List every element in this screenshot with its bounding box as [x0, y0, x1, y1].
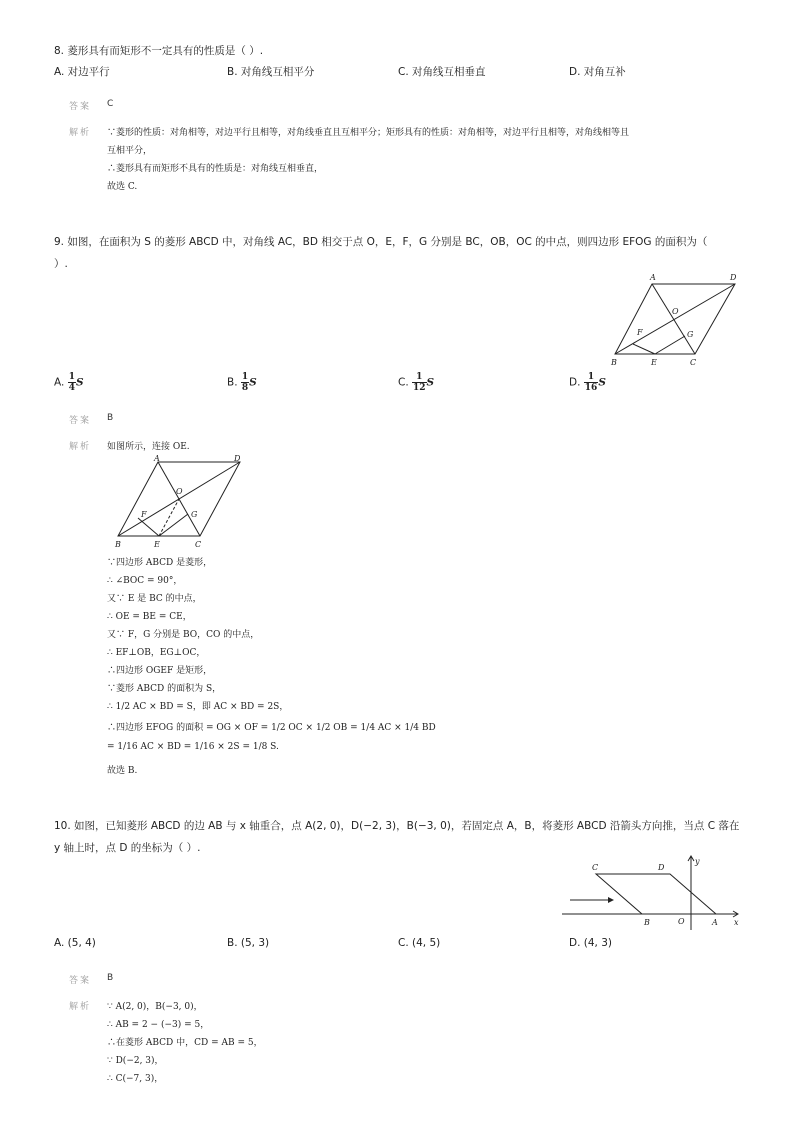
q8-option-d[interactable]: D. 对角互补	[569, 66, 626, 78]
q10-answer-tag: 答案	[69, 976, 92, 986]
q9-sol-label-c: C	[195, 540, 202, 549]
q9-sol-label-b: B	[115, 540, 121, 549]
q9-stem: 9. 如图，在面积为 S 的菱形 ABCD 中，对角线 AC，BD 相交于点 O，E，F，G 分别是 BC，OB，OC 的中点，则四边形 EFOG 的面积为（	[54, 236, 708, 248]
q8-answer-tag: 答案	[69, 102, 92, 112]
q9-solution-line: ∴四边形 EFOG 的面积 = OG × OF = 1/2 OC × 1/2 OB = 1/4 AC × 1/4 BD	[107, 723, 436, 733]
q10-option-c[interactable]: C. (4, 5)	[398, 937, 441, 949]
q9-solution-intro: 如图所示，连接 OE.	[107, 442, 190, 452]
q10-option-b[interactable]: B. (5, 3)	[227, 937, 270, 949]
q9-answer: B	[107, 413, 114, 423]
q9-solution-line: 故选 B.	[107, 766, 138, 776]
q10-option-a[interactable]: A. (5, 4)	[54, 937, 96, 949]
q9-answer-tag: 答案	[69, 416, 92, 426]
q9-solution-line: ∴ OE = BE = CE，	[107, 612, 192, 622]
q10-label-d: D	[658, 863, 665, 872]
q8-stem: 8. 菱形具有而矩形不一定具有的性质是（ ）.	[54, 45, 264, 57]
q10-label-x: x	[734, 918, 739, 927]
q9-label-c: C	[690, 358, 697, 367]
q8-solution-line: 互相平分，	[107, 146, 153, 156]
q9-solution-line: ∴ EF⊥OB，EG⊥OC，	[107, 648, 206, 658]
q9-solution-line: ∴ 1/2 AC × BD = S，即 AC × BD = 2S，	[107, 702, 289, 712]
q10-solution-line: ∴ C(−7, 3)，	[107, 1074, 164, 1084]
fraction: $\frac{1}{8}$	[241, 372, 249, 393]
q9-label-a: A	[650, 273, 656, 282]
q10-label-y: y	[695, 857, 700, 866]
q9-sol-label-o: O	[176, 487, 183, 496]
q9-sol-label-f: F	[141, 510, 147, 519]
q9-label-d: D	[730, 273, 737, 282]
q8-solution-line: ∵菱形的性质：对角相等，对边平行且相等，对角线垂直且互相平分；矩形具有的性质：对角相等，对边平行且相等，对角线相等且	[107, 128, 630, 138]
q10-stem-cont: y 轴上时，点 D 的坐标为（ ）.	[54, 842, 201, 854]
q10-stem: 10. 如图，已知菱形 ABCD 的边 AB 与 x 轴重合，点 A(2, 0)，D(−2, 3)，B(−3, 0)，若固定点 A，B，将菱形 ABCD 沿箭头方向推，当点 C 落在	[54, 820, 740, 832]
q10-analysis-tag: 解析	[69, 1002, 92, 1012]
q9-solution-line: 又∵ E 是 BC 的中点，	[107, 594, 202, 604]
q9-solution-line: = 1/16 AC × BD = 1/16 × 2S = 1/8 S.	[107, 742, 279, 752]
q10-solution-line: ∴ AB = 2 − (−3) = 5，	[107, 1020, 210, 1030]
q9-analysis-tag: 解析	[69, 442, 92, 452]
q10-label-a: A	[712, 918, 718, 927]
q8-option-a[interactable]: A. 对边平行	[54, 66, 110, 78]
q9-label-o: O	[672, 307, 679, 316]
q9-label-f: F	[637, 328, 643, 337]
q9-sol-label-a: A	[154, 454, 160, 463]
fraction: $\frac{1}{12}$	[413, 372, 426, 393]
q8-option-b[interactable]: B. 对角线互相平分	[227, 66, 315, 78]
q10-coordinate-figure	[562, 852, 742, 932]
q10-option-d[interactable]: D. (4, 3)	[569, 937, 612, 949]
q9-label-e: E	[651, 358, 657, 367]
q9-solution-line: ∵菱形 ABCD 的面积为 S，	[107, 684, 222, 694]
fraction: $\frac{1}{16}$	[584, 372, 598, 393]
q9-solution-line: ∴四边形 OGEF 是矩形，	[107, 666, 213, 676]
q8-solution-line: 故选 C.	[107, 182, 138, 192]
q9-rhombus-figure	[605, 270, 745, 370]
fraction: $\frac{1}{4}$	[68, 372, 75, 393]
q8-answer: C	[107, 99, 114, 109]
q9-sol-label-g: G	[191, 510, 198, 519]
q9-stem-cont: ）.	[54, 258, 68, 270]
q9-solution-line: 又∵ F，G 分别是 BO，CO 的中点，	[107, 630, 260, 640]
q9-option-a[interactable]: A. $\frac{1}{4}$ S	[54, 372, 84, 393]
q9-solution-line: ∴ ∠BOC = 90°，	[107, 576, 183, 586]
q10-solution-line: ∴在菱形 ABCD 中，CD = AB = 5，	[107, 1038, 263, 1048]
q9-label-g: G	[687, 330, 694, 339]
q10-solution-line: ∵ D(−2, 3)，	[107, 1056, 164, 1066]
q9-sol-label-d: D	[234, 454, 241, 463]
q10-answer: B	[107, 973, 114, 983]
q9-option-d[interactable]: D. $\frac{1}{16}$ S	[569, 372, 606, 393]
q9-option-b[interactable]: B. $\frac{1}{8}$ S	[227, 372, 257, 393]
q8-option-c[interactable]: C. 对角线互相垂直	[398, 66, 486, 78]
q9-solution-line: ∵四边形 ABCD 是菱形，	[107, 558, 213, 568]
q8-solution-line: ∴菱形具有而矩形不具有的性质是：对角线互相垂直，	[107, 164, 324, 174]
q10-solution-line: ∵ A(2, 0)，B(−3, 0)，	[107, 1002, 203, 1012]
q10-label-b: B	[644, 918, 650, 927]
q9-sol-label-e: E	[154, 540, 160, 549]
q9-solution-figure	[110, 452, 260, 552]
q9-label-b: B	[611, 358, 617, 367]
q10-label-o: O	[678, 917, 685, 926]
q9-option-c[interactable]: C. $\frac{1}{12}$ S	[398, 372, 435, 393]
q10-label-c: C	[592, 863, 599, 872]
q8-analysis-tag: 解析	[69, 128, 92, 138]
